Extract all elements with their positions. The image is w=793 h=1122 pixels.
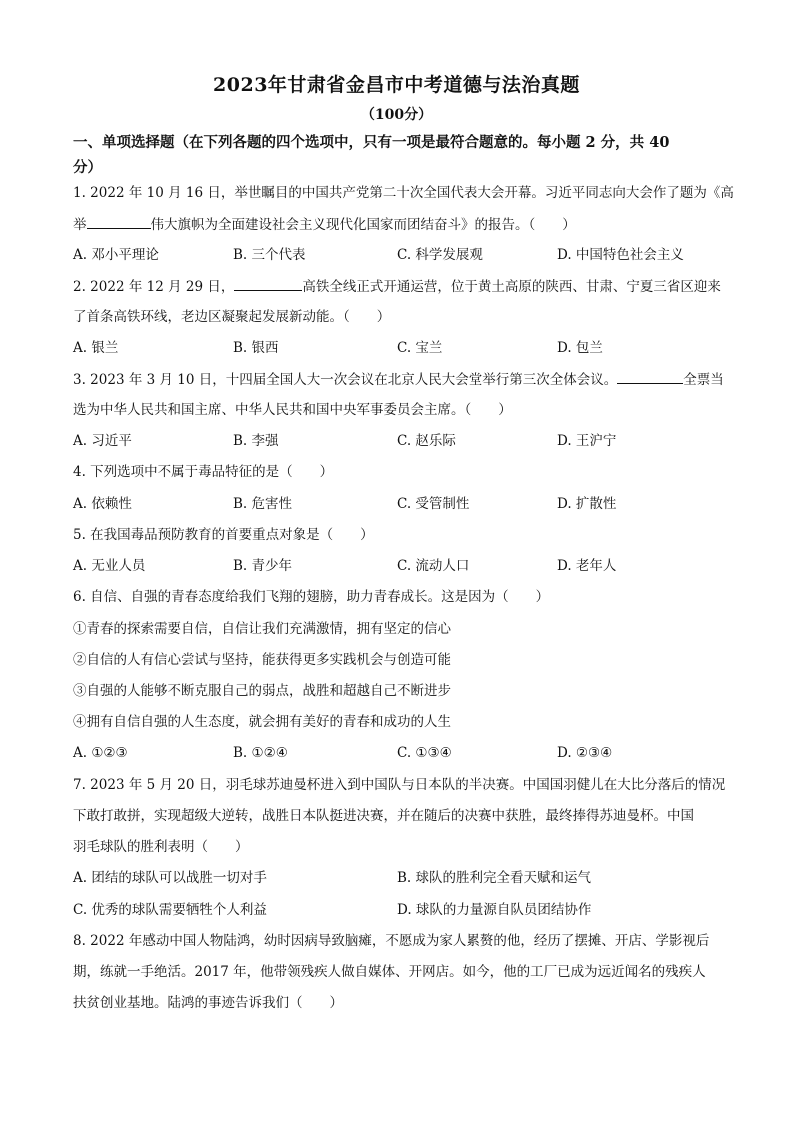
question-7-line-1: 7. 2023 年 5 月 20 日，羽毛球苏迪曼杯进入到中国队与日本队的半决赛。中国国羽健儿在大比分落后的情况 — [73, 777, 726, 793]
question-5-option-d: D. 老年人 — [557, 558, 617, 574]
question-2-option-c: C. 宝兰 — [397, 340, 443, 356]
question-5-option-c: C. 流动人口 — [397, 558, 470, 574]
question-1-option-c: C. 科学发展观 — [397, 247, 483, 263]
question-6-option-c: C. ①③④ — [397, 745, 452, 761]
question-6-option-d: D. ②③④ — [557, 745, 613, 761]
question-4-option-d: D. 扩散性 — [557, 496, 617, 512]
question-3-line-1: 3. 2023 年 3 月 10 日，十四届全国人大一次会议在北京人民大会堂举行第三次全体会议。 全票当 — [73, 369, 733, 390]
question-1-line-1: 1. 2022 年 10 月 16 日，举世瞩目的中国共产党第二十次全国代表大会开幕。习近平同志向大会作了题为《高 — [73, 185, 734, 201]
question-7-option-a: A. 团结的球队可以战胜一切对手 — [73, 870, 267, 886]
question-3-option-b: B. 李强 — [233, 433, 279, 449]
question-8-line-1: 8. 2022 年感动中国人物陆鸿，幼时因病导致脑瘫，不愿成为家人累赘的他，经历了摆摊、开店、学影视后 — [73, 933, 710, 949]
total-score: （100分） — [360, 107, 433, 123]
question-7-line-2: 下敢打敢拼，实现超级大逆转，战胜日本队挺进决赛，并在随后的决赛中获胜，最终捧得苏迪曼杯。中国 — [73, 808, 694, 824]
question-6-statement-1: ①青春的探索需要自信，自信让我们充满激情，拥有坚定的信心 — [73, 621, 451, 637]
section-heading-line-1: 一、单项选择题（在下列各题的四个选项中，只有一项是最符合题意的。每小题 2 分，共 40 — [73, 134, 670, 151]
question-1-line-2: 举 伟大旗帜为全面建设社会主义现代化国家而团结奋斗》的报告。（ ） — [73, 214, 733, 235]
question-6-option-b: B. ①②④ — [233, 745, 288, 761]
question-7-option-b: B. 球队的胜利完全看天赋和运气 — [397, 870, 592, 886]
fill-blank — [234, 276, 302, 291]
question-1-option-b: B. 三个代表 — [233, 247, 306, 263]
question-2-line-1: 2. 2022 年 12 月 29 日， 高铁全线正式开通运营，位于黄土高原的陕西、甘肃、宁夏三省区迎来 — [73, 276, 733, 297]
question-3-option-d: D. 王沪宁 — [557, 433, 617, 449]
question-6-statement-3: ③自强的人能够不断克服自己的弱点，战胜和超越自己不断进步 — [73, 683, 451, 699]
question-7-line-3: 羽毛球队的胜利表明（ ） — [73, 839, 249, 855]
question-4-line-1: 4. 下列选项中不属于毒品特征的是（ ） — [73, 464, 334, 480]
question-2-option-d: D. 包兰 — [557, 340, 603, 356]
fill-blank — [87, 214, 151, 229]
question-2-line-2: 了首条高铁环线，老边区凝聚起发展新动能。（ ） — [73, 309, 391, 325]
question-5-option-b: B. 青少年 — [233, 558, 293, 574]
question-7-option-d: D. 球队的力量源自队员团结协作 — [397, 902, 592, 918]
section-heading-line-2: 分） — [73, 159, 102, 176]
question-2-option-b: B. 银西 — [233, 340, 279, 356]
question-8-line-3: 扶贫创业基地。陆鸿的事迹告诉我们（ ） — [73, 995, 343, 1011]
question-3-option-a: A. 习近平 — [73, 433, 132, 449]
question-1-option-d: D. 中国特色社会主义 — [557, 247, 684, 263]
question-4-option-a: A. 依赖性 — [73, 496, 132, 512]
fill-blank — [617, 369, 683, 384]
question-5-option-a: A. 无业人员 — [73, 558, 146, 574]
question-8-line-2: 期，练就一手绝活。2017 年，他带领残疾人做自媒体、开网店。如今，他的工厂已成为远近闻名的残疾人 — [73, 964, 706, 980]
question-2-option-a: A. 银兰 — [73, 340, 119, 356]
question-3-option-c: C. 赵乐际 — [397, 433, 456, 449]
question-7-option-c: C. 优秀的球队需要牺牲个人利益 — [73, 902, 267, 918]
question-1-option-a: A. 邓小平理论 — [73, 247, 159, 263]
question-5-line-1: 5. 在我国毒品预防教育的首要重点对象是（ ） — [73, 527, 374, 543]
question-4-option-b: B. 危害性 — [233, 496, 293, 512]
question-6-statement-2: ②自信的人有信心尝试与坚持，能获得更多实践机会与创造可能 — [73, 652, 451, 668]
question-4-option-c: C. 受管制性 — [397, 496, 470, 512]
question-6-option-a: A. ①②③ — [73, 745, 128, 761]
section-heading — [73, 130, 728, 180]
page-title: 2023年甘肃省金昌市中考道德与法治真题 — [213, 74, 580, 96]
question-3-line-2: 选为中华人民共和国主席、中华人民共和国中央军事委员会主席。（ ） — [73, 402, 512, 418]
question-6-line-1: 6. 自信、自强的青春态度给我们飞翔的翅膀，助力青春成长。这是因为（ ） — [73, 589, 550, 605]
question-6-statement-4: ④拥有自信自强的人生态度，就会拥有美好的青春和成功的人生 — [73, 714, 451, 730]
